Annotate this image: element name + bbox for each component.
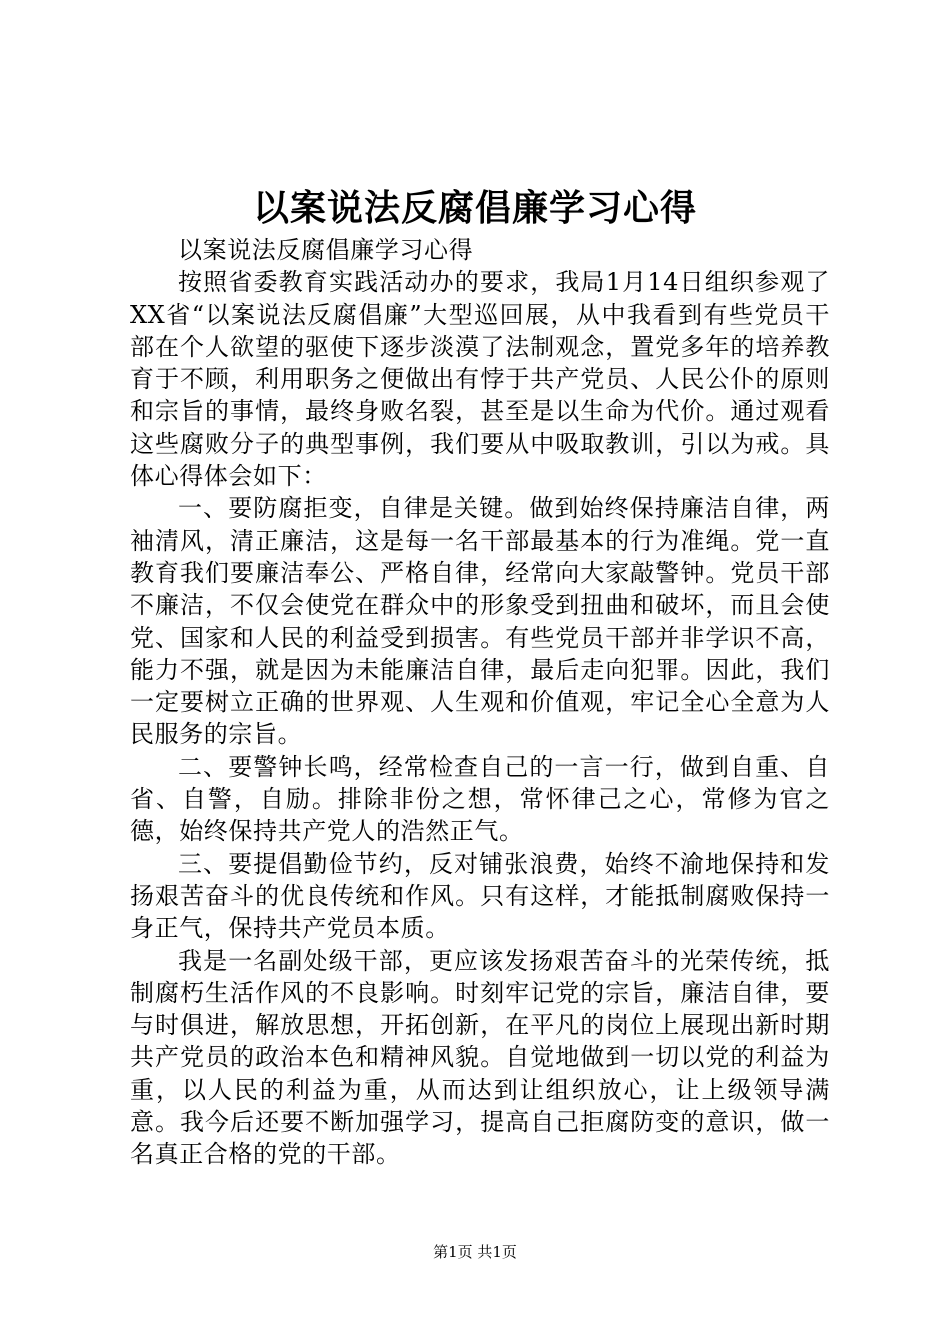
body-paragraph-intro: 按照省委教育实践活动办的要求，我局1月14日组织参观了XX省“以案说法反腐倡廉”大型巡回展，从中我看到有些党员干部在个人欲望的驱使下逐步淡漠了法制观念，置党多年的培养教育于不顾，利用职务之便做出有悖于共产党员、人民公仆的原则和宗旨的事情，最终身败名裂，甚至是以生命为代价。通过观看这些腐败分子的典型事例，我们要从中吸取教训，引以为戒。具体心得体会如下： (130, 268, 830, 491)
body-paragraph-point-two: 二、要警钟长鸣，经常检查自己的一言一行，做到自重、自省、自警，自励。排除非份之想，常怀律己之心，常修为官之德，始终保持共产党人的浩然正气。 (130, 752, 830, 846)
body-paragraph-point-one: 一、要防腐拒变，自律是关键。做到始终保持廉洁自律，两袖清风，清正廉洁，这是每一名干部最基本的行为准绳。党一直教育我们要廉洁奉公、严格自律，经常向大家敲警钟。党员干部不廉洁，不仅会使党在群众中的形象受到扭曲和破坏，而且会使党、国家和人民的利益受到损害。有些党员干部并非学识不高，能力不强，就是因为未能廉洁自律，最后走向犯罪。因此，我们一定要树立正确的世界观、人生观和价值观，牢记全心全意为人民服务的宗旨。 (130, 494, 830, 749)
body-paragraph-point-three: 三、要提倡勤俭节约，反对铺张浪费，始终不渝地保持和发扬艰苦奋斗的优良传统和作风。只有这样，才能抵制腐败保持一身正气，保持共产党员本质。 (130, 849, 830, 943)
page-footer: 第1页 共1页 (433, 1243, 517, 1261)
document-title: 以案说法反腐倡廉学习心得 (252, 187, 697, 229)
body-paragraph-conclusion: 我是一名副处级干部，更应该发扬艰苦奋斗的光荣传统，抵制腐朽生活作风的不良影响。时刻牢记党的宗旨，廉洁自律，要与时俱进，解放思想，开拓创新，在平凡的岗位上展现出新时期共产党员的政治本色和精神风貌。自觉地做到一切以党的利益为重，以人民的利益为重，从而达到让组织放心，让上级领导满意。我今后还要不断加强学习，提高自己拒腐防变的意识，做一名真正合格的党的干部。 (130, 946, 830, 1169)
body-paragraph-subtitle: 以案说法反腐倡廉学习心得 (178, 236, 474, 264)
document-body (130, 234, 830, 1171)
